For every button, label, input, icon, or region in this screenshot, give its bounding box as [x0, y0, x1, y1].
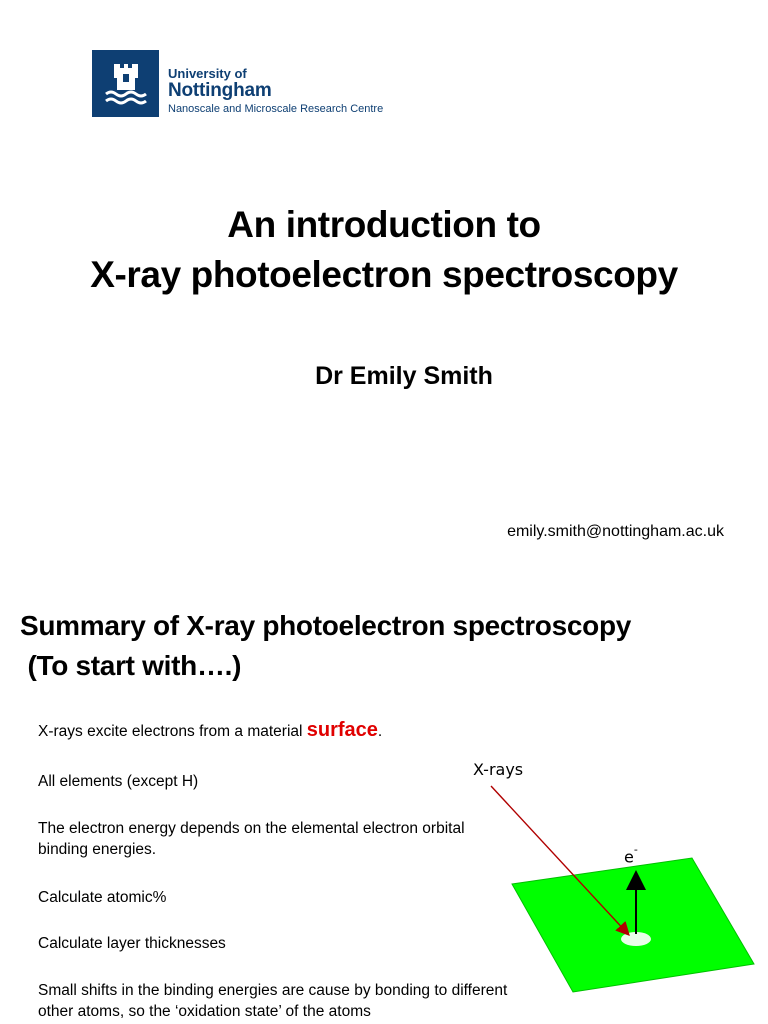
summary-title-line-1: Summary of X-ray photoelectron spectroscopy	[20, 610, 632, 641]
summary-slide	[0, 576, 768, 1024]
logo-line-nottingham: Nottingham	[168, 80, 272, 101]
xps-diagram	[470, 756, 768, 1024]
presentation-title	[0, 200, 768, 300]
sample-surface	[512, 858, 754, 992]
university-logo	[92, 50, 383, 117]
summary-title-line-2: (To start with….)	[20, 650, 242, 681]
logo-line-research-centre: Nanoscale and Microscale Research Centre	[168, 103, 384, 115]
point-atomic-percent: Calculate atomic%	[38, 889, 167, 906]
point-layer-thickness: Calculate layer thicknesses	[38, 935, 226, 952]
point-binding-shifts: Small shifts in the binding energies are cause by bonding to different other atoms, so the ‘oxidation state’ of the atoms	[38, 982, 508, 1020]
point-electron-energy: The electron energy depends on the elemental electron orbital binding energies.	[38, 820, 465, 858]
xrays-label: X-rays	[473, 760, 524, 779]
logo-line-university-of: University of	[168, 66, 247, 81]
point-surface: X-rays excite electrons from a material surface.	[38, 719, 383, 741]
electron-label: e-	[624, 843, 638, 867]
title-line-2: X-ray photoelectron spectroscopy	[90, 254, 678, 295]
xps-diagram-svg	[470, 756, 768, 1024]
excitation-spot	[621, 932, 651, 946]
summary-title	[20, 606, 631, 686]
author-email: emily.smith@nottingham.ac.uk	[507, 523, 724, 540]
university-crest-icon	[92, 50, 159, 117]
point-elements: All elements (except H)	[38, 773, 199, 790]
author-name: Dr Emily Smith	[315, 362, 493, 390]
title-line-1: An introduction to	[227, 204, 541, 245]
surface-highlight: surface	[306, 719, 378, 741]
